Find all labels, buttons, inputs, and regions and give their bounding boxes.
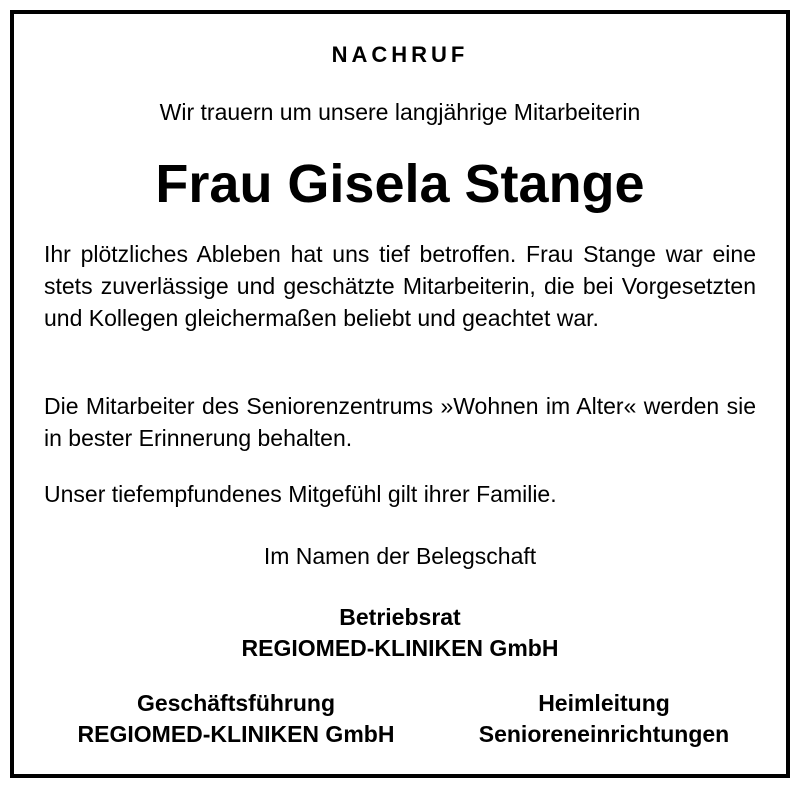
deceased-name: Frau Gisela Stange: [155, 154, 645, 214]
paragraph-remembrance: Die Mitarbeiter des Seniorenzentrums »Wohnen im Alter« werden sie in bester Erinnerung behalten.: [44, 393, 756, 451]
paragraph-tribute: Ihr plötzliches Ableben hat uns tief betroffen. Frau Stange war eine stets zuverlässige und geschätzte Mitarbeiterin, die bei Vorgesetzten und Kollegen gleichermaßen beliebt und geachtet war.: [44, 241, 756, 331]
paragraph-condolence: Unser tiefempfundenes Mitgefühl gilt ihrer Familie.: [44, 481, 557, 507]
on-behalf-line: Im Namen der Belegschaft: [263, 543, 537, 569]
signature-works-council: [0, 602, 800, 664]
notice-heading: NACHRUF: [331, 42, 469, 67]
intro-line: Wir trauern um unsere langjährige Mitarbeiterin: [159, 99, 641, 125]
signature-home-management: [448, 688, 760, 750]
signature-org: REGIOMED-KLINIKEN GmbH: [77, 721, 395, 747]
signature-title: Geschäftsführung: [136, 690, 336, 716]
signature-org: REGIOMED-KLINIKEN GmbH: [241, 635, 559, 661]
signature-title: Heimleitung: [538, 690, 670, 716]
signature-title: Betriebsrat: [339, 604, 461, 630]
signature-org: Senioreneinrichtungen: [478, 721, 730, 747]
signature-management: [40, 688, 432, 750]
